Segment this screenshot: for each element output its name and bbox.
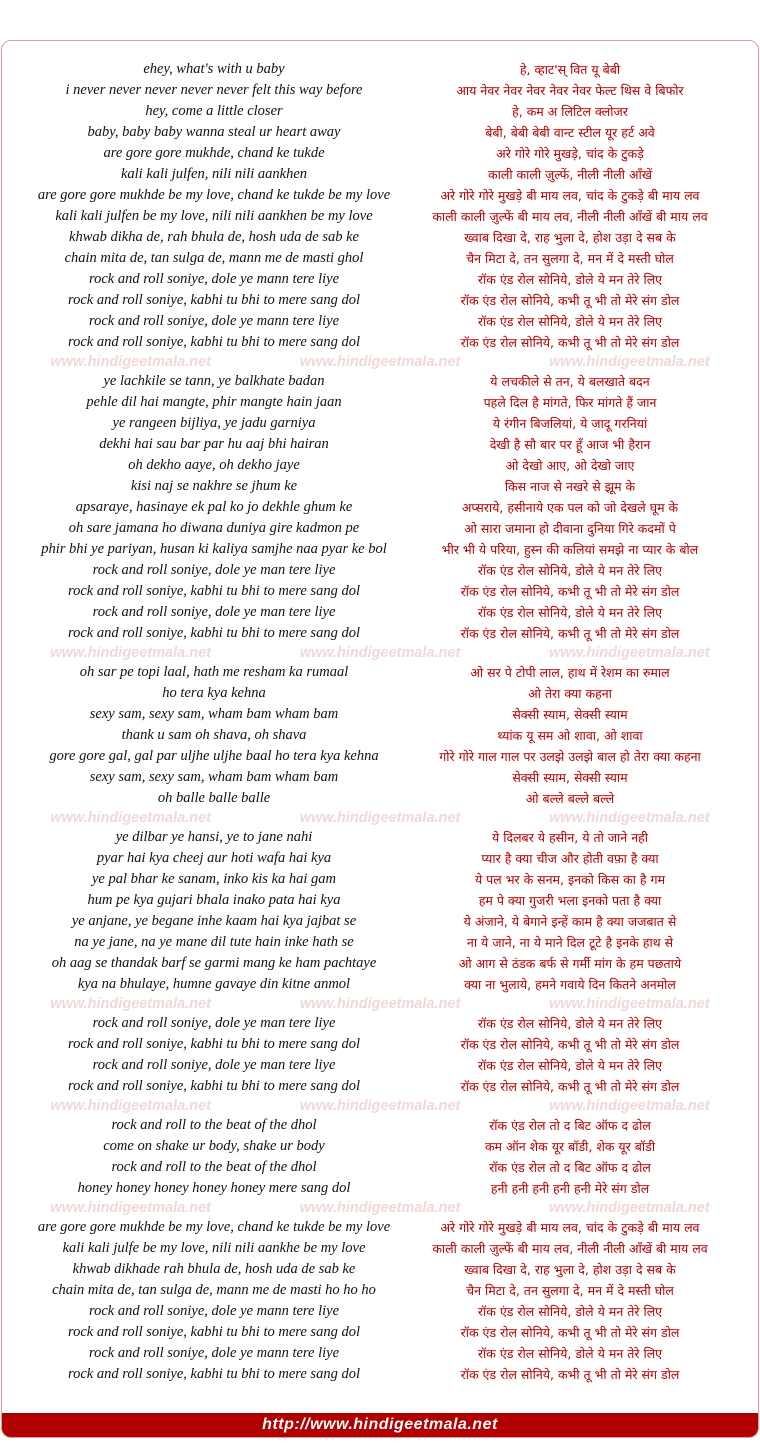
- lyric-english: chain mita de, tan sulga de, mann me de masti ho ho ho: [52, 1282, 376, 1298]
- lyric-hindi: पहले दिल है मांगते, फिर मांगते हैं जान: [483, 395, 657, 410]
- lyric-row: [2, 80, 758, 101]
- lyric-english: ye lachkile se tann, ye balkhate badan: [103, 373, 325, 389]
- watermark-text: www.hindigeetmala.net: [299, 645, 461, 661]
- watermark-text: www.hindigeetmala.net: [50, 645, 211, 661]
- lyric-row: [2, 455, 758, 476]
- watermark-text: www.hindigeetmala.net: [549, 810, 710, 826]
- lyric-row: [2, 1364, 758, 1385]
- lyric-row: [2, 869, 758, 890]
- lyric-english: ho tera kya kehna: [162, 685, 266, 701]
- lyric-english: hey, come a little closer: [145, 103, 283, 119]
- lyric-english: na ye jane, na ye mane dil tute hain inke hath se: [74, 934, 354, 950]
- lyric-hindi: रॉक एंड रोल तो द बिट ऑफ द ढोल: [489, 1118, 651, 1133]
- lyric-row: [2, 932, 758, 953]
- watermark-text: www.hindigeetmala.net: [299, 354, 461, 370]
- lyric-english: rock and roll soniye, kabhi tu bhi to mere sang dol: [68, 625, 360, 641]
- watermark-text: www.hindigeetmala.net: [299, 1098, 461, 1114]
- lyric-hindi: रॉक एंड रोल सोनिये, कभी तू भी तो मेरे संग डोल: [460, 1037, 680, 1052]
- lyric-row: [2, 704, 758, 725]
- lyric-english: kali kali julfe be my love, nili nili aankhe be my love: [62, 1240, 366, 1256]
- lyric-hindi: ओ तेरा क्या कहना: [528, 686, 612, 701]
- lyrics-list: [2, 59, 758, 1385]
- lyric-hindi: ओ सर पे टोपी लाल, हाथ में रेशम का रुमाल: [470, 665, 670, 680]
- lyric-hindi: ये रंगीन बिजलियां, ये जादू गरनियां: [492, 416, 648, 431]
- watermark-text: www.hindigeetmala.net: [50, 354, 211, 370]
- lyric-english: are gore gore mukhde be my love, chand ke tukde be my love: [37, 1219, 391, 1235]
- lyric-hindi: रॉक एंड रोल सोनिये, कभी तू भी तो मेरे संग डोल: [460, 1325, 680, 1340]
- lyric-hindi: रॉक एंड रोल सोनिये, डोले ये मन तेरे लिए: [477, 272, 663, 287]
- lyric-hindi: रॉक एंड रोल सोनिये, कभी तू भी तो मेरे संग डोल: [460, 335, 680, 350]
- lyric-row: [2, 290, 758, 311]
- lyric-row: [2, 623, 758, 644]
- lyric-english: i never never never never never felt this way before: [65, 82, 363, 98]
- lyric-hindi: रॉक एंड रोल सोनिये, डोले ये मन तेरे लिए: [477, 1304, 663, 1319]
- lyric-hindi: ओ सारा जमाना हो दीवाना दुनिया गिरे कदमों पे: [464, 521, 676, 536]
- watermark-text: www.hindigeetmala.net: [549, 996, 710, 1012]
- lyric-english: rock and roll soniye, dole ye mann tere liye: [88, 1345, 340, 1361]
- lyric-english: baby, baby baby wanna steal ur heart away: [87, 124, 341, 140]
- watermark-text: www.hindigeetmala.net: [50, 1200, 211, 1216]
- lyric-row: [2, 848, 758, 869]
- lyric-english: oh dekho aaye, oh dekho jaye: [128, 457, 300, 473]
- lyric-hindi: हे, कम अ लिटिल क्लोजर: [512, 104, 628, 119]
- lyric-hindi: अरे गोरे गोरे मुखड़े बी माय लव, चांद के टुकड़े बी माय लव: [440, 188, 700, 203]
- lyric-english: rock and roll soniye, kabhi tu bhi to mere sang dol: [68, 1366, 360, 1382]
- watermark-row: [2, 995, 758, 1013]
- lyric-hindi: ओ बल्ले बल्ले बल्ले: [525, 791, 615, 806]
- lyric-row: [2, 767, 758, 788]
- lyric-english: kali kali julfen be my love, nili nili aankhen be my love: [55, 208, 373, 224]
- lyric-english: oh aag se thandak barf se garmi mang ke ham pachtaye: [51, 955, 377, 971]
- lyric-hindi: ओ आग से ठंडक बर्फ से गर्मी मांग के हम पछताये: [458, 956, 682, 971]
- lyrics-card: [1, 40, 759, 1438]
- lyric-english: khwab dikha de, rah bhula de, hosh uda de sab ke: [69, 229, 359, 245]
- lyric-english: rock and roll soniye, dole ye mann tere liye: [88, 313, 340, 329]
- lyric-english: oh sare jamana ho diwana duniya gire kadmon pe: [68, 520, 360, 536]
- lyric-row: [2, 1157, 758, 1178]
- lyric-english: gore gore gal, gal par uljhe uljhe baal ho tera kya kehna: [49, 748, 379, 764]
- watermark-text: www.hindigeetmala.net: [50, 1098, 211, 1114]
- lyric-english: ye pal bhar ke sanam, inko kis ka hai gam: [91, 871, 337, 887]
- lyric-english: pyar hai kya cheej aur hoti wafa hai kya: [96, 850, 332, 866]
- lyric-hindi: ये अंजाने, ये बेगाने इन्हें काम है क्या जजबात से: [463, 914, 677, 929]
- lyric-english: hum pe kya gujari bhala inako pata hai kya: [87, 892, 341, 908]
- watermark-text: www.hindigeetmala.net: [299, 810, 461, 826]
- lyric-hindi: चैन मिटा दे, तन सुलगा दे, मन में दे मस्ती घोल: [466, 1283, 674, 1298]
- lyric-hindi: ये पल भर के सनम, इनको किस का है गम: [474, 872, 666, 887]
- lyric-english: ye rangeen bijliya, ye jadu garniya: [112, 415, 316, 431]
- lyric-row: [2, 560, 758, 581]
- footer-link[interactable]: http://www.hindigeetmala.net: [2, 1413, 758, 1437]
- lyric-row: [2, 413, 758, 434]
- lyric-english: rock and roll soniye, dole ye man tere liye: [92, 1057, 336, 1073]
- lyric-english: pehle dil hai mangte, phir mangte hain jaan: [86, 394, 342, 410]
- watermark-row: [2, 1199, 758, 1217]
- watermark-text: www.hindigeetmala.net: [549, 1098, 710, 1114]
- lyric-hindi: काली काली ज़ुल्फें बी माय लव, नीली नीली आँखें बी माय लव: [432, 1241, 708, 1256]
- lyric-row: [2, 1322, 758, 1343]
- lyric-row: [2, 788, 758, 809]
- lyric-row: [2, 311, 758, 332]
- lyric-row: [2, 122, 758, 143]
- watermark-text: www.hindigeetmala.net: [549, 645, 710, 661]
- lyric-english: rock and roll soniye, kabhi tu bhi to mere sang dol: [68, 1036, 360, 1052]
- lyric-hindi: प्यार है क्या चीज और होती वफ़ा है क्या: [481, 851, 659, 866]
- watermark-text: www.hindigeetmala.net: [299, 1200, 461, 1216]
- lyric-english: apsaraye, hasinaye ek pal ko jo dekhle ghum ke: [75, 499, 353, 515]
- lyric-english: kya na bhulaye, humne gavaye din kitne anmol: [77, 976, 351, 992]
- lyric-row: [2, 392, 758, 413]
- lyric-english: chain mita de, tan sulga de, mann me de masti ghol: [64, 250, 364, 266]
- lyric-english: rock and roll soniye, kabhi tu bhi to mere sang dol: [68, 334, 360, 350]
- lyric-english: rock and roll soniye, kabhi tu bhi to mere sang dol: [68, 583, 360, 599]
- lyric-hindi: अरे गोरे गोरे मुखड़े, चांद के टुकड़े: [496, 146, 644, 161]
- lyric-row: [2, 1217, 758, 1238]
- lyric-hindi: क्या ना भुलाये, हमने गवाये दिन कितने अनमोल: [464, 977, 676, 992]
- lyric-row: [2, 953, 758, 974]
- lyric-row: [2, 1136, 758, 1157]
- lyric-row: [2, 1259, 758, 1280]
- lyric-row: [2, 185, 758, 206]
- lyric-row: [2, 248, 758, 269]
- lyric-english: rock and roll soniye, kabhi tu bhi to mere sang dol: [68, 1324, 360, 1340]
- watermark-text: www.hindigeetmala.net: [549, 354, 710, 370]
- lyric-english: oh balle balle balle: [157, 790, 271, 806]
- lyric-row: [2, 539, 758, 560]
- lyric-english: are gore gore mukhde, chand ke tukde: [103, 145, 325, 161]
- lyric-row: [2, 725, 758, 746]
- lyric-row: [2, 746, 758, 767]
- lyric-row: [2, 476, 758, 497]
- lyric-hindi: ना ये जाने, ना ये माने दिल टूटे है इनके हाथ से: [466, 935, 674, 950]
- lyric-hindi: सेक्सी स्याम, सेक्सी स्याम: [512, 770, 628, 785]
- lyric-hindi: कम ऑन शेक यूर बॉडी, शेक यूर बॉडी: [484, 1139, 656, 1154]
- lyric-hindi: रॉक एंड रोल सोनिये, डोले ये मन तेरे लिए: [477, 1346, 663, 1361]
- lyric-english: kisi naj se nakhre se jhum ke: [130, 478, 298, 494]
- lyric-hindi: ओ देखो आए, ओ देखो जाए: [505, 458, 635, 473]
- lyric-hindi: रॉक एंड रोल सोनिये, डोले ये मन तेरे लिए: [477, 314, 663, 329]
- lyric-hindi: रॉक एंड रोल सोनिये, डोले ये मन तेरे लिए: [477, 1016, 663, 1031]
- lyric-hindi: देखी है सौ बार पर हूँ आज भी हैरान: [489, 437, 651, 452]
- lyric-english: khwab dikhade rah bhula de, hosh uda de sab ke: [72, 1261, 356, 1277]
- watermark-text: www.hindigeetmala.net: [50, 996, 211, 1012]
- lyric-hindi: हे, व्हाट'स् वित यू बेबी: [519, 62, 621, 77]
- lyric-hindi: भीर भी ये परिया, हुस्न की कलियां समझे ना प्यार के बोल: [441, 542, 699, 557]
- lyric-hindi: सेक्सी स्याम, सेक्सी स्याम: [512, 707, 628, 722]
- lyric-english: oh sar pe topi laal, hath me resham ka rumaal: [79, 664, 349, 680]
- watermark-text: www.hindigeetmala.net: [50, 810, 211, 826]
- lyric-hindi: अरे गोरे गोरे मुखड़े बी माय लव, चांद के टुकड़े बी माय लव: [440, 1220, 700, 1235]
- lyric-hindi: आय नेवर नेवर नेवर नेवर नेवर फेल्ट थिस वे बिफोर: [456, 83, 684, 98]
- lyric-row: [2, 1076, 758, 1097]
- lyric-english: sexy sam, sexy sam, wham bam wham bam: [89, 706, 339, 722]
- lyric-english: rock and roll soniye, dole ye mann tere liye: [88, 271, 340, 287]
- lyric-row: [2, 890, 758, 911]
- lyric-hindi: ये दिलबर ये हसीन, ये तो जाने नही: [491, 830, 649, 845]
- lyric-row: [2, 1115, 758, 1136]
- lyric-row: [2, 269, 758, 290]
- lyric-hindi: चैन मिटा दे, तन सुलगा दे, मन में दे मस्ती घोल: [466, 251, 674, 266]
- watermark-row: [2, 353, 758, 371]
- lyric-row: [2, 1178, 758, 1199]
- watermark-row: [2, 1097, 758, 1115]
- lyric-hindi: रॉक एंड रोल तो द बिट ऑफ द ढोल: [489, 1160, 651, 1175]
- lyric-english: are gore gore mukhde be my love, chand ke tukde be my love: [37, 187, 391, 203]
- lyric-hindi: रॉक एंड रोल सोनिये, डोले ये मन तेरे लिए: [477, 563, 663, 578]
- lyric-row: [2, 1238, 758, 1259]
- lyric-english: rock and roll soniye, dole ye mann tere liye: [88, 1303, 340, 1319]
- lyric-english: rock and roll to the beat of the dhol: [111, 1159, 317, 1175]
- lyric-hindi: ख्वाब दिखा दे, राह भुला दे, होश उड़ा दे सब के: [464, 230, 676, 245]
- lyric-hindi: रॉक एंड रोल सोनिये, डोले ये मन तेरे लिए: [477, 605, 663, 620]
- lyric-english: phir bhi ye pariyan, husan ki kaliya samjhe naa pyar ke bol: [41, 541, 387, 557]
- lyric-hindi: अप्सराये, हसीनाये एक पल को जो देखले घूम के: [461, 500, 679, 515]
- lyric-english: rock and roll soniye, kabhi tu bhi to mere sang dol: [68, 292, 360, 308]
- lyric-row: [2, 662, 758, 683]
- lyric-row: [2, 518, 758, 539]
- lyric-hindi: काली काली ज़ुल्फें बी माय लव, नीली नीली आँखें बी माय लव: [432, 209, 708, 224]
- lyric-english: rock and roll soniye, dole ye man tere liye: [92, 1015, 336, 1031]
- lyric-hindi: ये लचकीले से तन, ये बलखाते बदन: [490, 374, 650, 389]
- lyric-row: [2, 227, 758, 248]
- lyric-row: [2, 602, 758, 623]
- lyric-row: [2, 581, 758, 602]
- lyric-hindi: रॉक एंड रोल सोनिये, डोले ये मन तेरे लिए: [477, 1058, 663, 1073]
- lyric-hindi: गोरे गोरे गाल गाल पर उलझे उलझे बाल हो तेरा क्या कहना: [439, 749, 701, 764]
- lyric-english: dekhi hai sau bar par hu aaj bhi hairan: [99, 436, 329, 452]
- lyric-row: [2, 143, 758, 164]
- lyric-row: [2, 332, 758, 353]
- lyric-row: [2, 59, 758, 80]
- lyric-row: [2, 683, 758, 704]
- lyric-row: [2, 827, 758, 848]
- lyric-hindi: हम पे क्या गुजरी भला इनको पता है क्या: [478, 893, 662, 908]
- watermark-row: [2, 644, 758, 662]
- lyric-english: ehey, what's with u baby: [143, 61, 285, 77]
- lyric-row: [2, 911, 758, 932]
- lyric-row: [2, 974, 758, 995]
- lyric-row: [2, 206, 758, 227]
- lyric-english: rock and roll soniye, kabhi tu bhi to mere sang dol: [68, 1078, 360, 1094]
- lyric-english: sexy sam, sexy sam, wham bam wham bam: [89, 769, 339, 785]
- lyric-english: rock and roll soniye, dole ye man tere liye: [92, 604, 336, 620]
- lyric-hindi: रॉक एंड रोल सोनिये, कभी तू भी तो मेरे संग डोल: [460, 1367, 680, 1382]
- lyric-hindi: रॉक एंड रोल सोनिये, कभी तू भी तो मेरे संग डोल: [460, 1079, 680, 1094]
- lyric-english: kali kali julfen, nili nili aankhen: [120, 166, 308, 182]
- lyric-row: [2, 1013, 758, 1034]
- watermark-text: www.hindigeetmala.net: [549, 1200, 710, 1216]
- lyric-hindi: रॉक एंड रोल सोनिये, कभी तू भी तो मेरे संग डोल: [460, 584, 680, 599]
- lyric-hindi: किस नाज से नखरे से झूम के: [504, 479, 636, 494]
- lyric-row: [2, 497, 758, 518]
- lyric-row: [2, 1055, 758, 1076]
- lyric-row: [2, 1343, 758, 1364]
- lyric-english: ye dilbar ye hansi, ye to jane nahi: [115, 829, 313, 845]
- lyric-hindi: काली काली ज़ुल्फें, नीली नीली आँखें: [488, 167, 652, 182]
- lyric-hindi: रॉक एंड रोल सोनिये, कभी तू भी तो मेरे संग डोल: [460, 626, 680, 641]
- lyric-row: [2, 371, 758, 392]
- lyric-english: honey honey honey honey honey mere sang dol: [77, 1180, 351, 1196]
- lyric-english: ye anjane, ye begane inhe kaam hai kya jajbat se: [71, 913, 357, 929]
- watermark-row: [2, 809, 758, 827]
- lyric-row: [2, 434, 758, 455]
- lyric-english: rock and roll to the beat of the dhol: [111, 1117, 317, 1133]
- lyric-row: [2, 101, 758, 122]
- lyric-row: [2, 1301, 758, 1322]
- lyric-hindi: रॉक एंड रोल सोनिये, कभी तू भी तो मेरे संग डोल: [460, 293, 680, 308]
- lyric-english: thank u sam oh shava, oh shava: [121, 727, 307, 743]
- lyric-hindi: हनी हनी हनी हनी हनी मेरे संग डोल: [490, 1181, 650, 1196]
- lyric-hindi: बेबी, बेबी बेबी वान्ट स्टील यूर हर्ट अवे: [485, 125, 655, 140]
- lyric-hindi: ख्वाब दिखा दे, राह भुला दे, होश उड़ा दे सब के: [464, 1262, 676, 1277]
- lyric-hindi: थ्यांक यू सम ओ शावा, ओ शावा: [497, 728, 643, 743]
- lyric-english: come on shake ur body, shake ur body: [103, 1138, 325, 1154]
- lyric-row: [2, 1034, 758, 1055]
- watermark-text: www.hindigeetmala.net: [299, 996, 461, 1012]
- lyric-english: rock and roll soniye, dole ye man tere liye: [92, 562, 336, 578]
- lyric-row: [2, 164, 758, 185]
- lyric-row: [2, 1280, 758, 1301]
